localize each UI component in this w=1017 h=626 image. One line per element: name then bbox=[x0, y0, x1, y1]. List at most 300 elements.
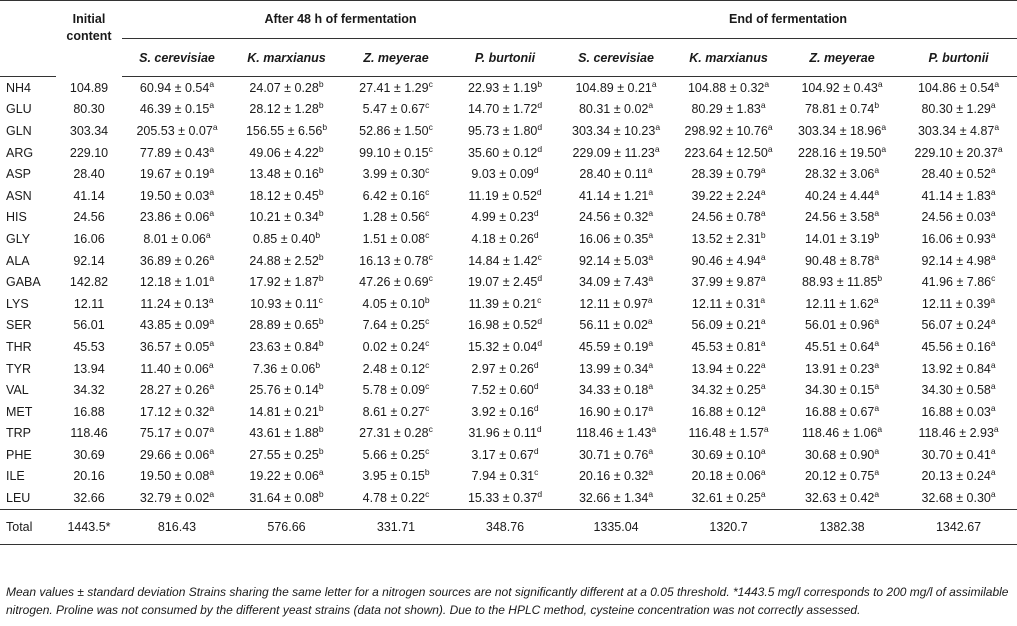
significance-letter: b bbox=[318, 208, 324, 219]
table-row bbox=[0, 185, 1017, 207]
value-text: 77.89 ± 0.43 bbox=[139, 145, 210, 160]
initial-value: 229.10 bbox=[69, 145, 109, 160]
value-text: 28.39 ± 0.79 bbox=[691, 167, 761, 182]
significance-letter: b bbox=[315, 229, 321, 240]
significance-letter: a bbox=[990, 445, 996, 456]
significance-letter: b bbox=[318, 424, 324, 435]
significance-letter: d bbox=[533, 445, 539, 456]
value-text: 104.88 ± 0.32 bbox=[687, 80, 765, 95]
value-cell bbox=[122, 228, 232, 250]
significance-letter: d bbox=[533, 402, 539, 413]
significance-letter: a bbox=[997, 143, 1003, 154]
significance-letter: a bbox=[990, 165, 996, 176]
value-text: 5.47 ± 0.67 bbox=[362, 102, 426, 117]
value-text: 41.14 ± 1.83 bbox=[921, 188, 991, 203]
value-text: 19.07 ± 2.45 bbox=[467, 275, 538, 290]
value-text: 32.79 ± 0.02 bbox=[139, 491, 210, 506]
value-text: 36.57 ± 0.05 bbox=[139, 339, 210, 354]
value-text: 45.53 ± 0.81 bbox=[691, 339, 761, 354]
table-footnote: Mean values ± standard deviation Strains sharing the same letter for a nitrogen sources are not significantly different at a 0.05 threshold. *1443.5 mg/l corresponds to 200 mg/l of assimilable nitrogen. Proline was not consumed by the different yeast strains (data not shown). Due to the HPLC method, cysteine concentration was not correctly assessed. bbox=[6, 585, 1009, 617]
significance-letter: c bbox=[425, 489, 430, 500]
value-text: 43.61 ± 1.88 bbox=[249, 426, 319, 441]
value-cell bbox=[673, 120, 784, 142]
significance-letter: c bbox=[425, 100, 430, 111]
value-text: 39.22 ± 2.24 bbox=[691, 188, 761, 203]
value-text: 46.39 ± 0.15 bbox=[139, 102, 210, 117]
value-cell bbox=[900, 487, 1017, 509]
value-cell bbox=[784, 336, 900, 358]
significance-letter: a bbox=[990, 316, 996, 327]
value-cell bbox=[451, 293, 559, 315]
value-text: 32.63 ± 0.42 bbox=[804, 491, 875, 506]
value-text: 24.56 ± 0.32 bbox=[578, 210, 649, 225]
significance-letter: a bbox=[647, 165, 653, 176]
significance-letter: c bbox=[534, 467, 539, 478]
value-text: 13.94 ± 0.22 bbox=[691, 361, 761, 376]
total-value: 331.71 bbox=[341, 509, 451, 544]
value-text: 13.91 ± 0.23 bbox=[804, 361, 875, 376]
row-label: ILE bbox=[6, 469, 25, 484]
significance-letter: a bbox=[874, 337, 880, 348]
significance-letter: a bbox=[209, 143, 215, 154]
significance-letter: a bbox=[648, 251, 654, 262]
value-text: 28.27 ± 0.26 bbox=[139, 383, 210, 398]
value-text: 49.06 ± 4.22 bbox=[249, 145, 319, 160]
header-strain: Z. meyerae bbox=[341, 39, 451, 77]
significance-letter: d bbox=[537, 489, 543, 500]
header-strain: P. burtonii bbox=[451, 39, 559, 77]
value-text: 7.94 ± 0.31 bbox=[471, 469, 535, 484]
value-cell bbox=[673, 444, 784, 466]
value-text: 11.39 ± 0.21 bbox=[468, 296, 538, 311]
value-text: 32.68 ± 0.30 bbox=[921, 491, 991, 506]
value-cell bbox=[784, 250, 900, 272]
value-cell bbox=[673, 228, 784, 250]
significance-letter: a bbox=[874, 165, 880, 176]
value-text: 4.99 ± 0.23 bbox=[471, 210, 534, 225]
value-cell bbox=[673, 250, 784, 272]
significance-letter: d bbox=[536, 186, 542, 197]
value-text: 16.13 ± 0.78 bbox=[359, 253, 429, 268]
significance-letter: b bbox=[315, 359, 321, 370]
value-cell bbox=[673, 77, 784, 99]
significance-letter: c bbox=[428, 424, 433, 435]
value-text: 23.86 ± 0.06 bbox=[139, 210, 210, 225]
initial-value: 56.01 bbox=[73, 318, 105, 333]
value-cell bbox=[451, 271, 559, 293]
table-row bbox=[0, 336, 1017, 358]
significance-letter: a bbox=[874, 316, 880, 327]
value-cell bbox=[900, 271, 1017, 293]
significance-letter: a bbox=[760, 337, 766, 348]
value-text: 13.92 ± 0.84 bbox=[921, 361, 991, 376]
significance-letter: c bbox=[425, 445, 430, 456]
value-text: 28.89 ± 0.65 bbox=[249, 318, 319, 333]
significance-letter: a bbox=[763, 424, 769, 435]
value-text: 19.50 ± 0.08 bbox=[139, 469, 210, 484]
value-text: 13.52 ± 2.31 bbox=[691, 231, 761, 246]
value-cell bbox=[784, 487, 900, 509]
value-cell bbox=[122, 401, 232, 423]
value-cell bbox=[673, 142, 784, 164]
value-cell bbox=[341, 466, 451, 488]
value-text: 3.17 ± 0.67 bbox=[471, 447, 534, 462]
value-cell bbox=[900, 120, 1017, 142]
value-cell bbox=[900, 423, 1017, 445]
row-label: THR bbox=[6, 339, 32, 354]
value-text: 34.30 ± 0.15 bbox=[804, 383, 875, 398]
value-text: 31.64 ± 0.08 bbox=[249, 491, 319, 506]
value-cell bbox=[232, 271, 341, 293]
significance-letter: b bbox=[874, 100, 880, 111]
significance-letter: a bbox=[760, 100, 766, 111]
value-text: 104.89 ± 0.21 bbox=[575, 80, 652, 95]
value-text: 40.24 ± 4.44 bbox=[804, 188, 875, 203]
table-row bbox=[0, 401, 1017, 423]
value-text: 12.11 ± 1.62 bbox=[805, 296, 874, 311]
value-cell bbox=[451, 336, 559, 358]
value-text: 24.07 ± 0.28 bbox=[249, 80, 319, 95]
value-cell bbox=[784, 379, 900, 401]
significance-letter: a bbox=[648, 100, 654, 111]
row-label: PHE bbox=[6, 447, 32, 462]
value-text: 303.34 ± 18.96 bbox=[798, 123, 882, 138]
value-text: 9.03 ± 0.09 bbox=[471, 167, 534, 182]
significance-letter: b bbox=[424, 294, 430, 305]
value-cell bbox=[232, 228, 341, 250]
value-text: 4.18 ± 0.26 bbox=[471, 231, 534, 246]
significance-letter: b bbox=[318, 489, 324, 500]
significance-letter: a bbox=[648, 467, 654, 478]
significance-letter: d bbox=[537, 121, 543, 132]
value-cell bbox=[784, 293, 900, 315]
value-text: 12.11 ± 0.97 bbox=[579, 296, 648, 311]
value-cell bbox=[451, 250, 559, 272]
value-cell bbox=[673, 423, 784, 445]
significance-letter: a bbox=[647, 316, 653, 327]
significance-letter: a bbox=[209, 381, 215, 392]
value-cell bbox=[341, 99, 451, 121]
significance-letter: a bbox=[990, 229, 996, 240]
value-text: 29.66 ± 0.06 bbox=[139, 447, 210, 462]
value-text: 41.96 ± 7.86 bbox=[921, 275, 992, 290]
value-cell bbox=[559, 185, 673, 207]
value-cell bbox=[232, 487, 341, 509]
value-text: 298.92 ± 10.76 bbox=[684, 123, 768, 138]
value-cell bbox=[559, 228, 673, 250]
value-cell bbox=[559, 401, 673, 423]
value-text: 22.93 ± 1.19 bbox=[467, 80, 538, 95]
value-cell bbox=[900, 379, 1017, 401]
significance-letter: b bbox=[877, 273, 883, 284]
value-cell bbox=[341, 487, 451, 509]
value-cell bbox=[451, 99, 559, 121]
table-row bbox=[0, 379, 1017, 401]
significance-letter: a bbox=[760, 316, 766, 327]
value-cell bbox=[559, 163, 673, 185]
value-cell bbox=[451, 358, 559, 380]
value-text: 28.32 ± 3.06 bbox=[804, 167, 875, 182]
value-text: 16.98 ± 0.52 bbox=[467, 318, 538, 333]
value-text: 92.14 ± 4.98 bbox=[921, 253, 991, 268]
significance-letter: b bbox=[760, 229, 766, 240]
value-text: 56.09 ± 0.21 bbox=[691, 318, 761, 333]
value-text: 56.01 ± 0.96 bbox=[804, 318, 875, 333]
header-strain: P. burtonii bbox=[900, 39, 1017, 77]
total-row bbox=[0, 509, 1017, 544]
value-text: 24.56 ± 3.58 bbox=[804, 210, 875, 225]
value-cell bbox=[673, 163, 784, 185]
value-text: 30.68 ± 0.90 bbox=[804, 447, 875, 462]
value-text: 17.12 ± 0.32 bbox=[139, 404, 210, 419]
value-text: 16.88 ± 0.03 bbox=[921, 404, 991, 419]
value-cell bbox=[559, 271, 673, 293]
significance-letter: a bbox=[874, 489, 880, 500]
value-cell bbox=[341, 207, 451, 229]
value-cell bbox=[673, 401, 784, 423]
significance-letter: a bbox=[209, 316, 215, 327]
row-label: ARG bbox=[6, 145, 34, 160]
significance-letter: c bbox=[428, 78, 433, 89]
value-text: 7.64 ± 0.25 bbox=[362, 318, 426, 333]
value-cell bbox=[122, 271, 232, 293]
significance-letter: a bbox=[651, 424, 657, 435]
row-label: GABA bbox=[6, 275, 41, 290]
header-strain: K. marxianus bbox=[673, 39, 784, 77]
significance-letter: a bbox=[205, 229, 211, 240]
value-text: 24.88 ± 2.52 bbox=[249, 253, 319, 268]
header-group-48h: After 48 h of fermentation bbox=[122, 0, 559, 39]
value-text: 34.33 ± 0.18 bbox=[578, 383, 649, 398]
value-cell bbox=[900, 466, 1017, 488]
value-cell bbox=[451, 315, 559, 337]
row-label: TYR bbox=[6, 361, 31, 376]
significance-letter: c bbox=[425, 316, 430, 327]
value-cell bbox=[900, 401, 1017, 423]
value-text: 31.96 ± 0.11 bbox=[468, 426, 537, 441]
value-cell bbox=[559, 444, 673, 466]
significance-letter: a bbox=[648, 337, 654, 348]
row-label: GLY bbox=[6, 231, 31, 246]
value-cell bbox=[451, 77, 559, 99]
value-text: 34.30 ± 0.58 bbox=[921, 383, 991, 398]
value-text: 20.13 ± 0.24 bbox=[921, 469, 991, 484]
value-text: 4.78 ± 0.22 bbox=[362, 491, 426, 506]
value-cell bbox=[673, 487, 784, 509]
significance-letter: c bbox=[425, 186, 430, 197]
value-text: 30.69 ± 0.10 bbox=[691, 447, 761, 462]
significance-letter: c bbox=[428, 273, 433, 284]
value-cell bbox=[900, 315, 1017, 337]
significance-letter: b bbox=[318, 316, 324, 327]
value-text: 36.89 ± 0.26 bbox=[139, 253, 210, 268]
significance-letter: c bbox=[537, 294, 542, 305]
significance-letter: c bbox=[428, 143, 433, 154]
significance-letter: a bbox=[874, 402, 880, 413]
significance-letter: b bbox=[318, 165, 324, 176]
value-cell bbox=[900, 163, 1017, 185]
significance-letter: b bbox=[318, 337, 324, 348]
significance-letter: c bbox=[425, 337, 430, 348]
significance-letter: a bbox=[990, 208, 996, 219]
value-text: 2.48 ± 0.12 bbox=[362, 361, 426, 376]
value-text: 25.76 ± 0.14 bbox=[249, 383, 319, 398]
value-cell bbox=[673, 207, 784, 229]
value-text: 11.19 ± 0.52 bbox=[468, 188, 537, 203]
value-cell bbox=[559, 207, 673, 229]
initial-value: 45.53 bbox=[73, 339, 105, 354]
value-text: 229.10 ± 20.37 bbox=[914, 145, 998, 160]
header-strain: K. marxianus bbox=[232, 39, 341, 77]
significance-letter: a bbox=[209, 208, 215, 219]
value-cell bbox=[784, 207, 900, 229]
value-text: 45.59 ± 0.19 bbox=[578, 339, 649, 354]
row-label: GLU bbox=[6, 102, 32, 117]
significance-letter: a bbox=[209, 251, 215, 262]
total-value: 348.76 bbox=[451, 509, 559, 544]
table-row bbox=[0, 293, 1017, 315]
value-cell bbox=[673, 293, 784, 315]
significance-letter: d bbox=[536, 424, 542, 435]
significance-letter: a bbox=[209, 78, 215, 89]
value-cell bbox=[784, 142, 900, 164]
value-cell bbox=[784, 358, 900, 380]
value-text: 27.55 ± 0.25 bbox=[249, 447, 319, 462]
initial-value: 28.40 bbox=[73, 167, 105, 182]
value-text: 10.93 ± 0.11 bbox=[250, 296, 319, 311]
significance-letter: a bbox=[990, 359, 996, 370]
significance-letter: a bbox=[760, 294, 766, 305]
value-cell bbox=[451, 423, 559, 445]
value-text: 88.93 ± 11.85 bbox=[801, 275, 878, 290]
table-row bbox=[0, 271, 1017, 293]
value-text: 229.09 ± 11.23 bbox=[572, 145, 655, 160]
significance-letter: b bbox=[537, 78, 543, 89]
significance-letter: b bbox=[424, 467, 430, 478]
value-text: 16.88 ± 0.12 bbox=[691, 404, 761, 419]
value-cell bbox=[341, 358, 451, 380]
significance-letter: c bbox=[425, 381, 430, 392]
value-text: 37.99 ± 9.87 bbox=[691, 275, 761, 290]
significance-letter: a bbox=[209, 402, 215, 413]
value-cell bbox=[232, 315, 341, 337]
value-cell bbox=[122, 185, 232, 207]
significance-letter: d bbox=[533, 359, 539, 370]
initial-value: 92.14 bbox=[73, 253, 105, 268]
significance-letter: c bbox=[425, 229, 430, 240]
value-text: 30.70 ± 0.41 bbox=[921, 447, 991, 462]
significance-letter: a bbox=[990, 381, 996, 392]
value-text: 35.60 ± 0.12 bbox=[467, 145, 538, 160]
significance-letter: b bbox=[318, 402, 324, 413]
total-value: 1335.04 bbox=[559, 509, 673, 544]
value-cell bbox=[673, 379, 784, 401]
value-cell bbox=[900, 99, 1017, 121]
value-cell bbox=[900, 207, 1017, 229]
value-cell bbox=[341, 379, 451, 401]
value-text: 52.86 ± 1.50 bbox=[359, 123, 429, 138]
significance-letter: a bbox=[648, 186, 654, 197]
significance-letter: a bbox=[874, 186, 880, 197]
significance-letter: a bbox=[648, 402, 654, 413]
header-group-end: End of fermentation bbox=[559, 0, 1017, 39]
significance-letter: d bbox=[537, 100, 543, 111]
value-cell bbox=[232, 99, 341, 121]
value-text: 28.40 ± 0.11 bbox=[579, 167, 648, 182]
significance-letter: b bbox=[322, 121, 328, 132]
significance-letter: a bbox=[990, 402, 996, 413]
value-text: 75.17 ± 0.07 bbox=[139, 426, 210, 441]
value-cell bbox=[341, 444, 451, 466]
significance-letter: d bbox=[533, 229, 539, 240]
significance-letter: a bbox=[767, 121, 773, 132]
significance-letter: a bbox=[209, 165, 215, 176]
header-initial-line1: Initial bbox=[72, 12, 106, 26]
value-text: 20.12 ± 0.75 bbox=[804, 469, 875, 484]
significance-letter: c bbox=[425, 359, 430, 370]
value-text: 14.70 ± 1.72 bbox=[467, 102, 538, 117]
significance-letter: a bbox=[648, 208, 654, 219]
value-cell bbox=[451, 228, 559, 250]
significance-letter: a bbox=[760, 402, 766, 413]
value-cell bbox=[900, 336, 1017, 358]
value-cell bbox=[232, 379, 341, 401]
significance-letter: a bbox=[764, 78, 770, 89]
value-cell bbox=[341, 336, 451, 358]
significance-letter: a bbox=[877, 424, 883, 435]
value-text: 205.53 ± 0.07 bbox=[136, 123, 213, 138]
value-text: 12.11 ± 0.31 bbox=[691, 296, 761, 311]
value-text: 34.09 ± 7.43 bbox=[578, 275, 649, 290]
value-cell bbox=[559, 336, 673, 358]
value-cell bbox=[232, 336, 341, 358]
value-cell bbox=[122, 487, 232, 509]
value-cell bbox=[232, 358, 341, 380]
value-text: 20.16 ± 0.32 bbox=[578, 469, 649, 484]
total-label: Total bbox=[0, 509, 56, 544]
value-cell bbox=[122, 315, 232, 337]
value-text: 27.41 ± 1.29 bbox=[359, 80, 429, 95]
value-cell bbox=[341, 293, 451, 315]
value-text: 12.11 ± 0.39 bbox=[921, 296, 991, 311]
significance-letter: a bbox=[209, 467, 215, 478]
significance-letter: a bbox=[874, 381, 880, 392]
value-text: 41.14 ± 1.21 bbox=[578, 188, 649, 203]
value-cell bbox=[673, 466, 784, 488]
table-row bbox=[0, 142, 1017, 164]
significance-letter: a bbox=[881, 121, 887, 132]
value-text: 19.22 ± 0.06 bbox=[249, 469, 319, 484]
table-row bbox=[0, 228, 1017, 250]
significance-letter: a bbox=[209, 273, 215, 284]
value-cell bbox=[232, 120, 341, 142]
value-cell bbox=[122, 142, 232, 164]
value-cell bbox=[451, 444, 559, 466]
value-text: 99.10 ± 0.15 bbox=[359, 145, 429, 160]
value-text: 11.40 ± 0.06 bbox=[140, 361, 209, 376]
value-cell bbox=[673, 271, 784, 293]
significance-letter: a bbox=[874, 445, 880, 456]
row-label: VAL bbox=[6, 383, 29, 398]
value-cell bbox=[122, 99, 232, 121]
value-cell bbox=[341, 271, 451, 293]
total-value: 1382.38 bbox=[784, 509, 900, 544]
value-text: 10.21 ± 0.34 bbox=[249, 210, 319, 225]
total-value: 816.43 bbox=[122, 509, 232, 544]
initial-value: 24.56 bbox=[73, 210, 105, 225]
significance-letter: c bbox=[428, 121, 433, 132]
value-cell bbox=[341, 163, 451, 185]
